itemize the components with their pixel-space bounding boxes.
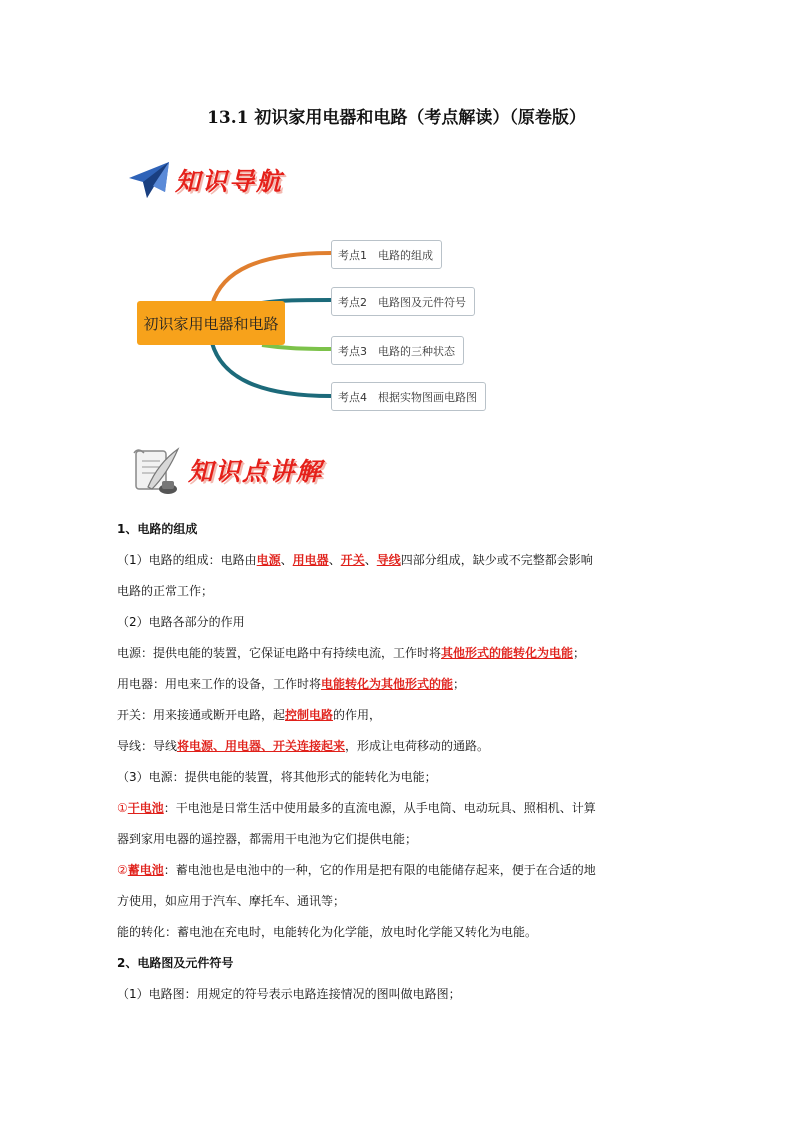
mindmap-root: 初识家用电器和电路 — [137, 301, 285, 345]
leaf-text: 电路的组成 — [378, 248, 433, 262]
knowledge-points-banner — [128, 443, 323, 497]
keyword: 用电器 — [292, 553, 329, 567]
paragraph — [117, 735, 677, 766]
leaf-key: 考点1 — [338, 248, 367, 262]
paragraph: 能的转化：蓄电池在充电时，电能转化为化学能，放电时化学能又转化为电能。 — [117, 925, 538, 939]
paragraph: 电路的正常工作； — [117, 584, 214, 598]
keyword: 蓄电池 — [127, 863, 164, 877]
paragraph — [117, 642, 677, 673]
connector-4 — [212, 343, 331, 396]
leaf-key: 考点3 — [338, 344, 367, 358]
knowledge-nav-banner — [127, 160, 283, 200]
keyword: 电源 — [256, 553, 281, 567]
mindmap-leaf-1 — [331, 240, 442, 269]
mindmap-leaf-3 — [331, 336, 464, 365]
leaf-key: 考点2 — [338, 295, 367, 309]
text: ； — [573, 646, 586, 660]
keyword: 将电源、用电器、开关连接起来 — [177, 739, 346, 753]
text: ，形成让电荷移动的通路。 — [345, 739, 490, 753]
paragraph: （2）电路各部分的作用 — [117, 615, 245, 629]
section-heading-2: 2、电路图及元件符号 — [117, 956, 234, 970]
keyword: 控制电路 — [285, 708, 334, 722]
quill-ink-icon — [128, 443, 182, 497]
text: 、 — [280, 553, 293, 567]
paragraph — [117, 859, 677, 890]
number-marker: ② — [117, 863, 128, 877]
banner-title: 知识点讲解 — [188, 457, 324, 486]
section-heading-1: 1、电路的组成 — [117, 522, 198, 536]
document-body — [117, 518, 677, 1014]
page-title: 13.1 初识家用电器和电路（考点解读）（原卷版） — [207, 108, 586, 128]
leaf-key: 考点4 — [338, 390, 367, 404]
connector-3 — [262, 345, 331, 349]
number-marker: ① — [117, 801, 128, 815]
keyword: 其他形式的能转化为电能 — [441, 646, 574, 660]
text: ：蓄电池也是电池中的一种，它的作用是把有限的电能储存起来，便于在合适的地 — [163, 863, 596, 877]
keyword: 电能转化为其他形式的能 — [321, 677, 454, 691]
text: 四部分组成，缺少或不完整都会影响 — [400, 553, 593, 567]
paper-plane-icon — [127, 160, 171, 200]
paragraph — [117, 549, 677, 580]
leaf-text: 电路的三种状态 — [378, 344, 455, 358]
text: ：干电池是日常生活中使用最多的直流电源，从手电筒、电动玩具、照相机、计算 — [163, 801, 596, 815]
mindmap-leaf-4 — [331, 382, 486, 411]
text: ； — [453, 677, 466, 691]
paragraph: （1）电路图：用规定的符号表示电路连接情况的图叫做电路图； — [117, 987, 461, 1001]
text: 导线：导线 — [117, 739, 178, 753]
banner-title: 知识导航 — [175, 167, 284, 196]
leaf-text: 根据实物图画电路图 — [378, 390, 477, 404]
text: 电源：提供电能的装置，它保证电路中有持续电流，工作时将 — [117, 646, 442, 660]
mindmap-leaf-2 — [331, 287, 475, 316]
paragraph: （3）电源：提供电能的装置，将其他形式的能转化为电能； — [117, 770, 437, 784]
text: 的作用， — [333, 708, 382, 722]
paragraph — [117, 704, 677, 735]
text: 、 — [364, 553, 377, 567]
keyword: 开关 — [340, 553, 365, 567]
text: 、 — [328, 553, 341, 567]
keyword: 导线 — [376, 553, 401, 567]
connector-1 — [212, 253, 331, 305]
paragraph — [117, 673, 677, 704]
text: 用电器：用电来工作的设备，工作时将 — [117, 677, 322, 691]
leaf-text: 电路图及元件符号 — [378, 295, 466, 309]
text: （1）电路的组成：电路由 — [117, 553, 257, 567]
paragraph: 器到家用电器的遥控器，都需用干电池为它们提供电能； — [117, 832, 418, 846]
paragraph: 方使用，如应用于汽车、摩托车、通讯等； — [117, 894, 346, 908]
keyword: 干电池 — [127, 801, 164, 815]
paragraph — [117, 797, 677, 828]
text: 开关：用来接通或断开电路，起 — [117, 708, 286, 722]
